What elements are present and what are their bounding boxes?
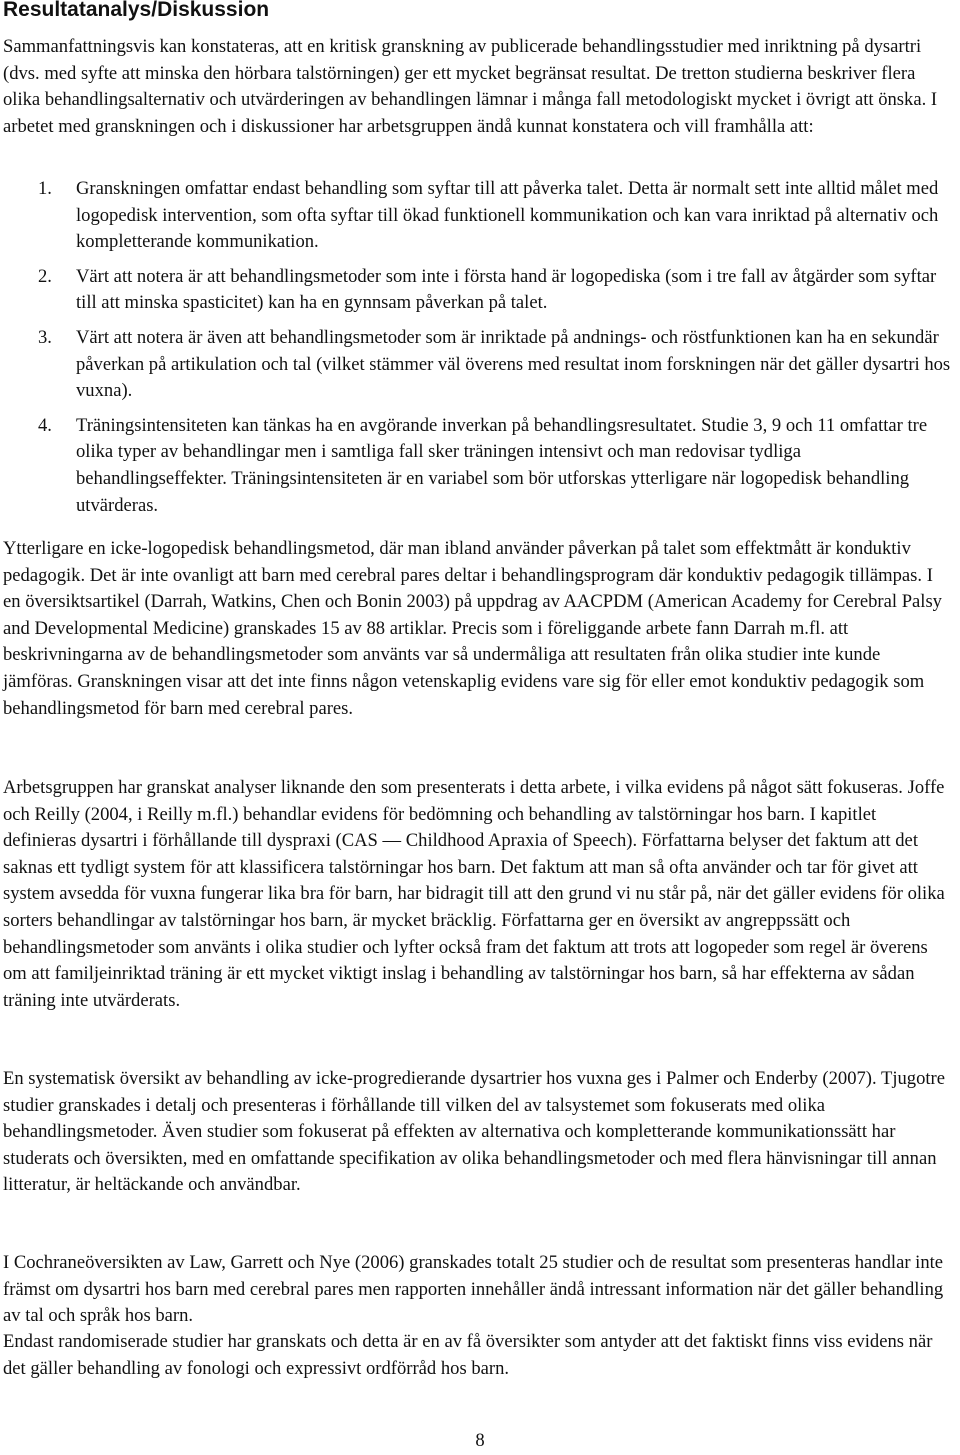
section-heading: Resultatanalys/Diskussion: [3, 0, 270, 21]
body-paragraph: Arbetsgruppen har granskat analyser liknande den som presenterats i detta arbete, i vilka evidens på något sätt fokuseras. Joffe och Reilly (2004, i Reilly m.fl.) behandlar evidens för bedömning och behandling av talstörningar hos barn. I kapitlet definieras dysartri i förhållande till dyspraxi (CAS — Childhood Apraxia of Speech). Författarna belyser det faktum att det saknas ett tydligt system för att klassificera talstörningar hos barn. Det faktum att man så ofta använder och tar för givet att system avsedda för vuxna fungerar lika bra för barn, har bidragit till att den grund vi nu står på, när det gäller evidens för olika sorters behandlingar av talstörningar hos barn, är mycket bräcklig. Författarna ger en översikt av angreppssätt och behandlingsmetoder som använts i olika studier och lyfter också fram det faktum att trots att logopeder som regel är överens om att familjeinriktad träning är ett mycket viktigt inslag i behandling av talstörningar hos barn, så har effekterna av sådan träning inte utvärderats.: [3, 777, 945, 1011]
list-item-number: 3.: [38, 326, 52, 348]
list-item-number: 1.: [38, 178, 52, 199]
list-item-text: Värt att notera är även att behandlingsmetoder som är inriktade på andnings- och röstfunktionen kan ha en sekundär påverkan på artikulation och tal (vilket stämmer väl överens med resultat inom forskningen när det gäller dysartri hos vuxna).: [76, 326, 951, 402]
body-paragraph: I Cochraneöversikten av Law, Garrett och Nye (2006) granskades totalt 25 studier och de resultat som presenteras handlar inte främst om dysartri hos barn med cerebral pares men rapporten innehåller ändå intressant information när det gäller behandling av tal och språk hos barn.: [3, 1252, 944, 1327]
body-paragraph: Endast randomiserade studier har granskats och detta är en av få översikter som antyder att det faktiskt finns viss evidens när det gäller behandling av fonologi och expressivt ordförråd hos barn.: [3, 1331, 933, 1379]
list-item: [3, 176, 952, 256]
intro-paragraph: Sammanfattningsvis kan konstateras, att en kritisk granskning av publicerade behandlingsstudier med inriktning på dysartri (dvs. med syfte att minska den hörbara talstörningen) ger ett mycket begränsat resultat. De tretton studierna beskriver flera olika behandlingsalternativ och utvärderingen av behandlingen lämnar i många fall metodologiskt mycket i övrigt att önska. I arbetet med granskningen och i diskussioner har arbetsgruppen ändå kunnat konstatera och vill framhålla att:: [3, 36, 938, 137]
numbered-list: [3, 176, 952, 527]
list-item-text: Värt att notera är att behandlingsmetoder som inte i första hand är logopediska (som i tre fall av åtgärder som syftar till att minska spasticitet) kan ha en gynnsam påverkan på talet.: [76, 265, 937, 314]
list-item: [3, 325, 952, 405]
list-item-number: 4.: [38, 414, 52, 436]
page-number: 8: [475, 1430, 485, 1451]
list-item: [3, 413, 952, 519]
list-item: [3, 264, 952, 317]
body-paragraph: En systematisk översikt av behandling av icke-progredierande dysartrier hos vuxna ges i Palmer och Enderby (2007). Tjugotre studier granskades i detalj och presenteras i förhållande till vilken del av talsystemet som fokuserats med olika behandlingsmetoder. Även studier som fokuserat på effekten av alternativa och kompletterande kommunikationssätt har studerats och översikten, med en omfattande specifikation av olika behandlingsmetoder och med flera hänvisningar till annan litteratur, är heltäckande och användbar.: [3, 1068, 945, 1196]
list-item-number: 2.: [38, 265, 52, 287]
body-paragraph: Ytterligare en icke-logopedisk behandlingsmetod, där man ibland använder påverkan på talet som effektmått är konduktiv pedagogik. Det är inte ovanligt att barn med cerebral pares deltar i behandlingsprogram där konduktiv pedagogik tillämpas. I en översiktsartikel (Darrah, Watkins, Chen och Bonin 2003) på uppdrag av AACPDM (American Academy for Cerebral Palsy and Developmental Medicine) granskades 15 av 88 artiklar. Precis som i föreliggande arbete fann Darrah m.fl. att beskrivningarna av de behandlingsmetoder som använts var så undermåliga att resultaten från olika studier inte kunde jämföras. Granskningen visar att det inte finns någon vetenskaplig evidens vare sig för eller emot konduktiv pedagogik som behandlingsmetod för barn med cerebral pares.: [3, 538, 942, 719]
list-item-text: Träningsintensiteten kan tänkas ha en avgörande inverkan på behandlingsresultatet. Studie 3, 9 och 11 omfattar tre olika typer av behandlingar men i samtliga fall sker träningen intensivt och man redovisar tydliga behandlingseffekter. Träningsintensiteten är en variabel som bör utforskas ytterligare när logopedisk behandling utvärderas.: [76, 414, 928, 516]
list-item-text: Granskningen omfattar endast behandling som syftar till att påverka talet. Detta är normalt sett inte alltid målet med logopedisk intervention, som ofta syftar till ökad funktionell kommunikation och kan vara inriktad på alternativ och kompletterande kommunikation.: [76, 178, 939, 253]
